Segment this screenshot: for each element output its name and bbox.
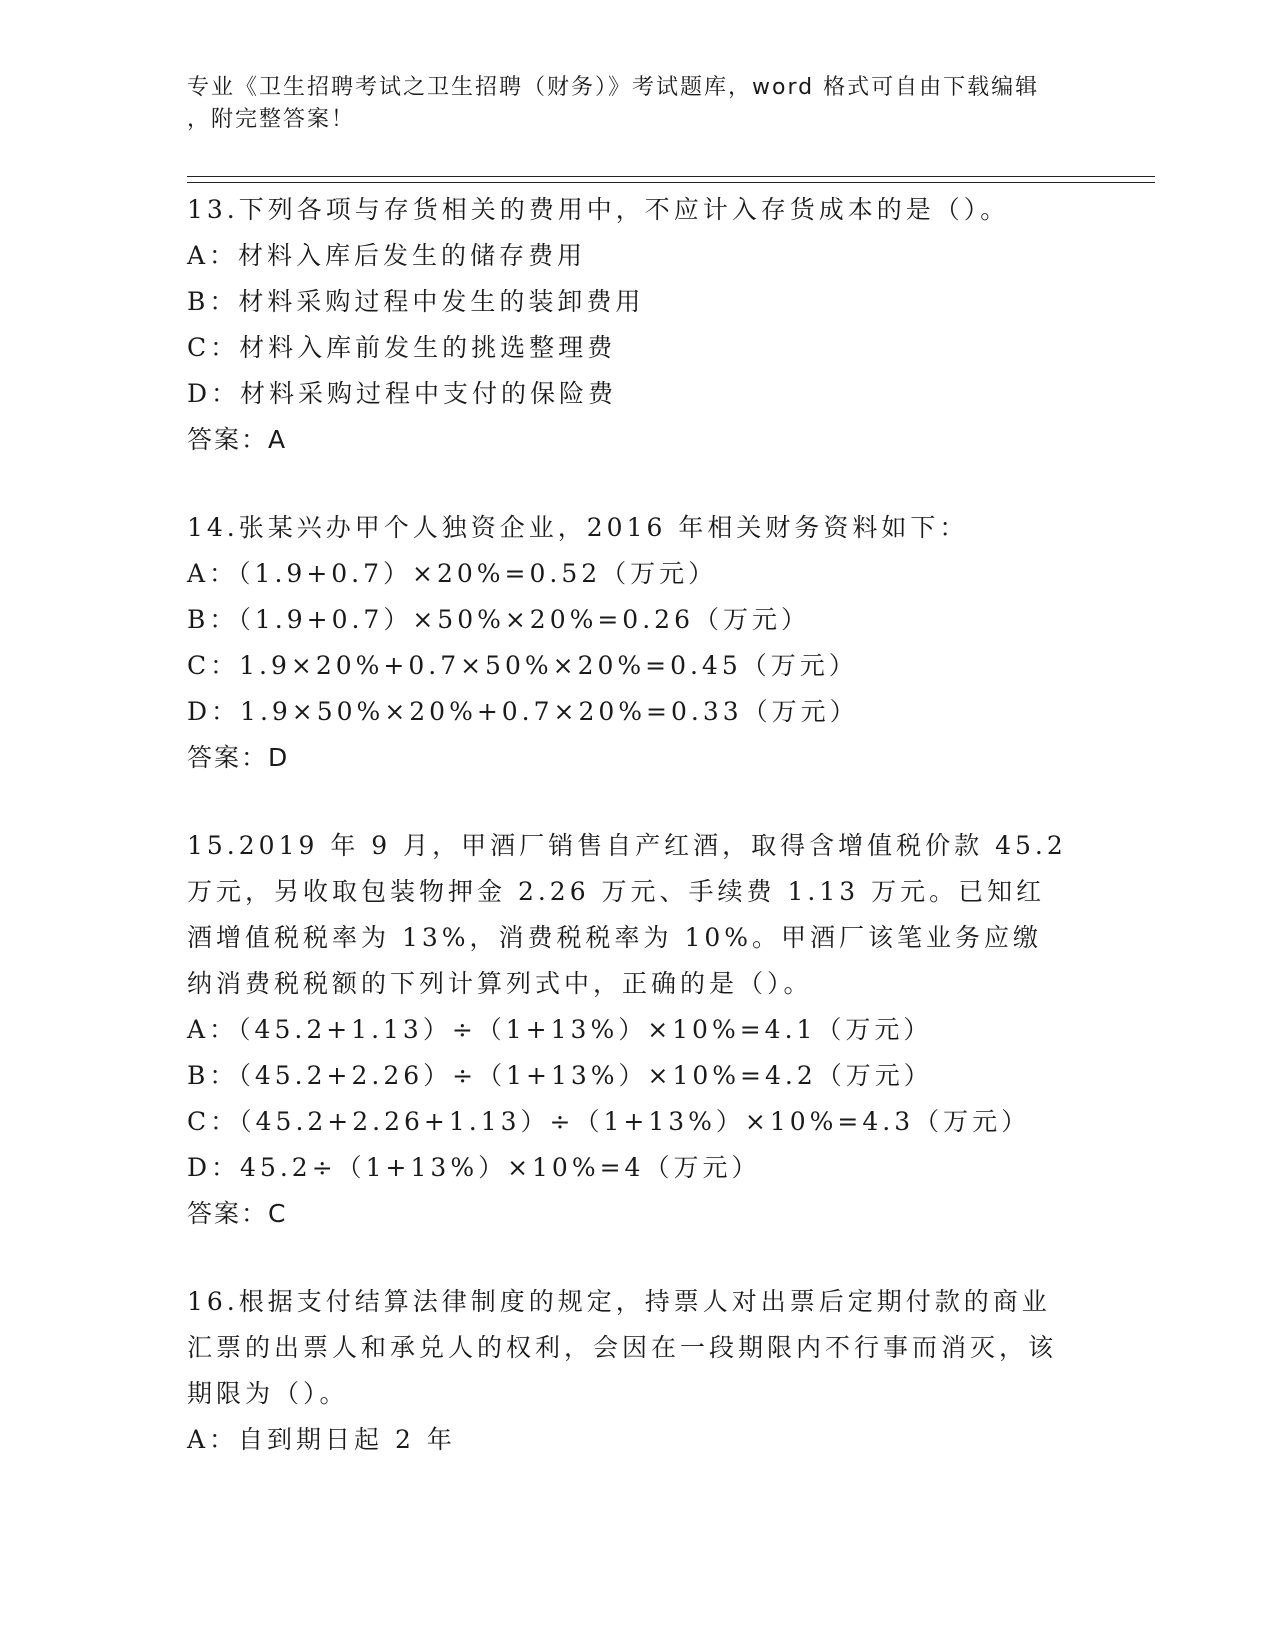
option-d: D：1.9×50%×20%+0.7×20%=0.33（万元） [187,697,859,726]
option-b: B：（45.2+2.26）÷（1+13%）×10%=4.2（万元） [187,1061,933,1090]
question-stem: 16.根据支付结算法律制度的规定，持票人对出票后定期付款的商业汇票的出票人和承兑人的权利，会因在一段期限内不行事而消灭，该期限为（）。 [187,1287,1058,1408]
option-a: A：（1.9+0.7）×20%=0.52（万元） [187,559,718,588]
option-a: A：材料入库后发生的储存费用 [187,241,587,270]
option-c: C：1.9×20%+0.7×50%×20%=0.45（万元） [187,651,858,680]
header-divider-top [187,176,1155,177]
question-stem: 15.2019 年 9 月，甲酒厂销售自产红酒，取得含增值税价款 45.2 万元，另收取包装物押金 2.26 万元、手续费 1.13 万元。已知红酒增值税税率为 13%，消费税税率为 10%。甲酒厂该笔业务应缴纳消费税税额的下列计算列式中，正确的是（）。 [187,831,1067,998]
header-divider-bottom [187,182,1155,183]
header-line-2: ，附完整答案！ [187,107,356,132]
question-14 [187,505,1067,781]
question-13 [187,187,1067,463]
document-header [187,72,1067,136]
option-a: A：自到期日起 2 年 [187,1425,456,1454]
question-list [187,187,1067,1505]
option-b: B：材料采购过程中发生的装卸费用 [187,287,645,316]
option-a: A：（45.2+1.13）÷（1+13%）×10%=4.1（万元） [187,1015,933,1044]
option-d: D：45.2÷（1+13%）×10%=4（万元） [187,1153,761,1182]
answer-line: 答案：C [187,1199,288,1228]
option-c: C：（45.2+2.26+1.13）÷（1+13%）×10%=4.3（万元） [187,1107,1031,1136]
option-b: B：（1.9+0.7）×50%×20%=0.26（万元） [187,605,810,634]
header-line-1: 专业《卫生招聘考试之卫生招聘（财务）》考试题库，word 格式可自由下载编辑 [187,75,1040,100]
question-stem: 13.下列各项与存货相关的费用中，不应计入存货成本的是（）。 [187,195,1010,224]
answer-line: 答案：D [187,743,290,772]
question-15 [187,823,1067,1237]
question-16 [187,1279,1067,1463]
question-stem: 14.张某兴办甲个人独资企业，2016 年相关财务资料如下： [187,513,969,542]
answer-line: 答案：A [187,425,288,454]
option-d: D：材料采购过程中支付的保险费 [187,379,618,408]
option-c: C：材料入库前发生的挑选整理费 [187,333,617,362]
